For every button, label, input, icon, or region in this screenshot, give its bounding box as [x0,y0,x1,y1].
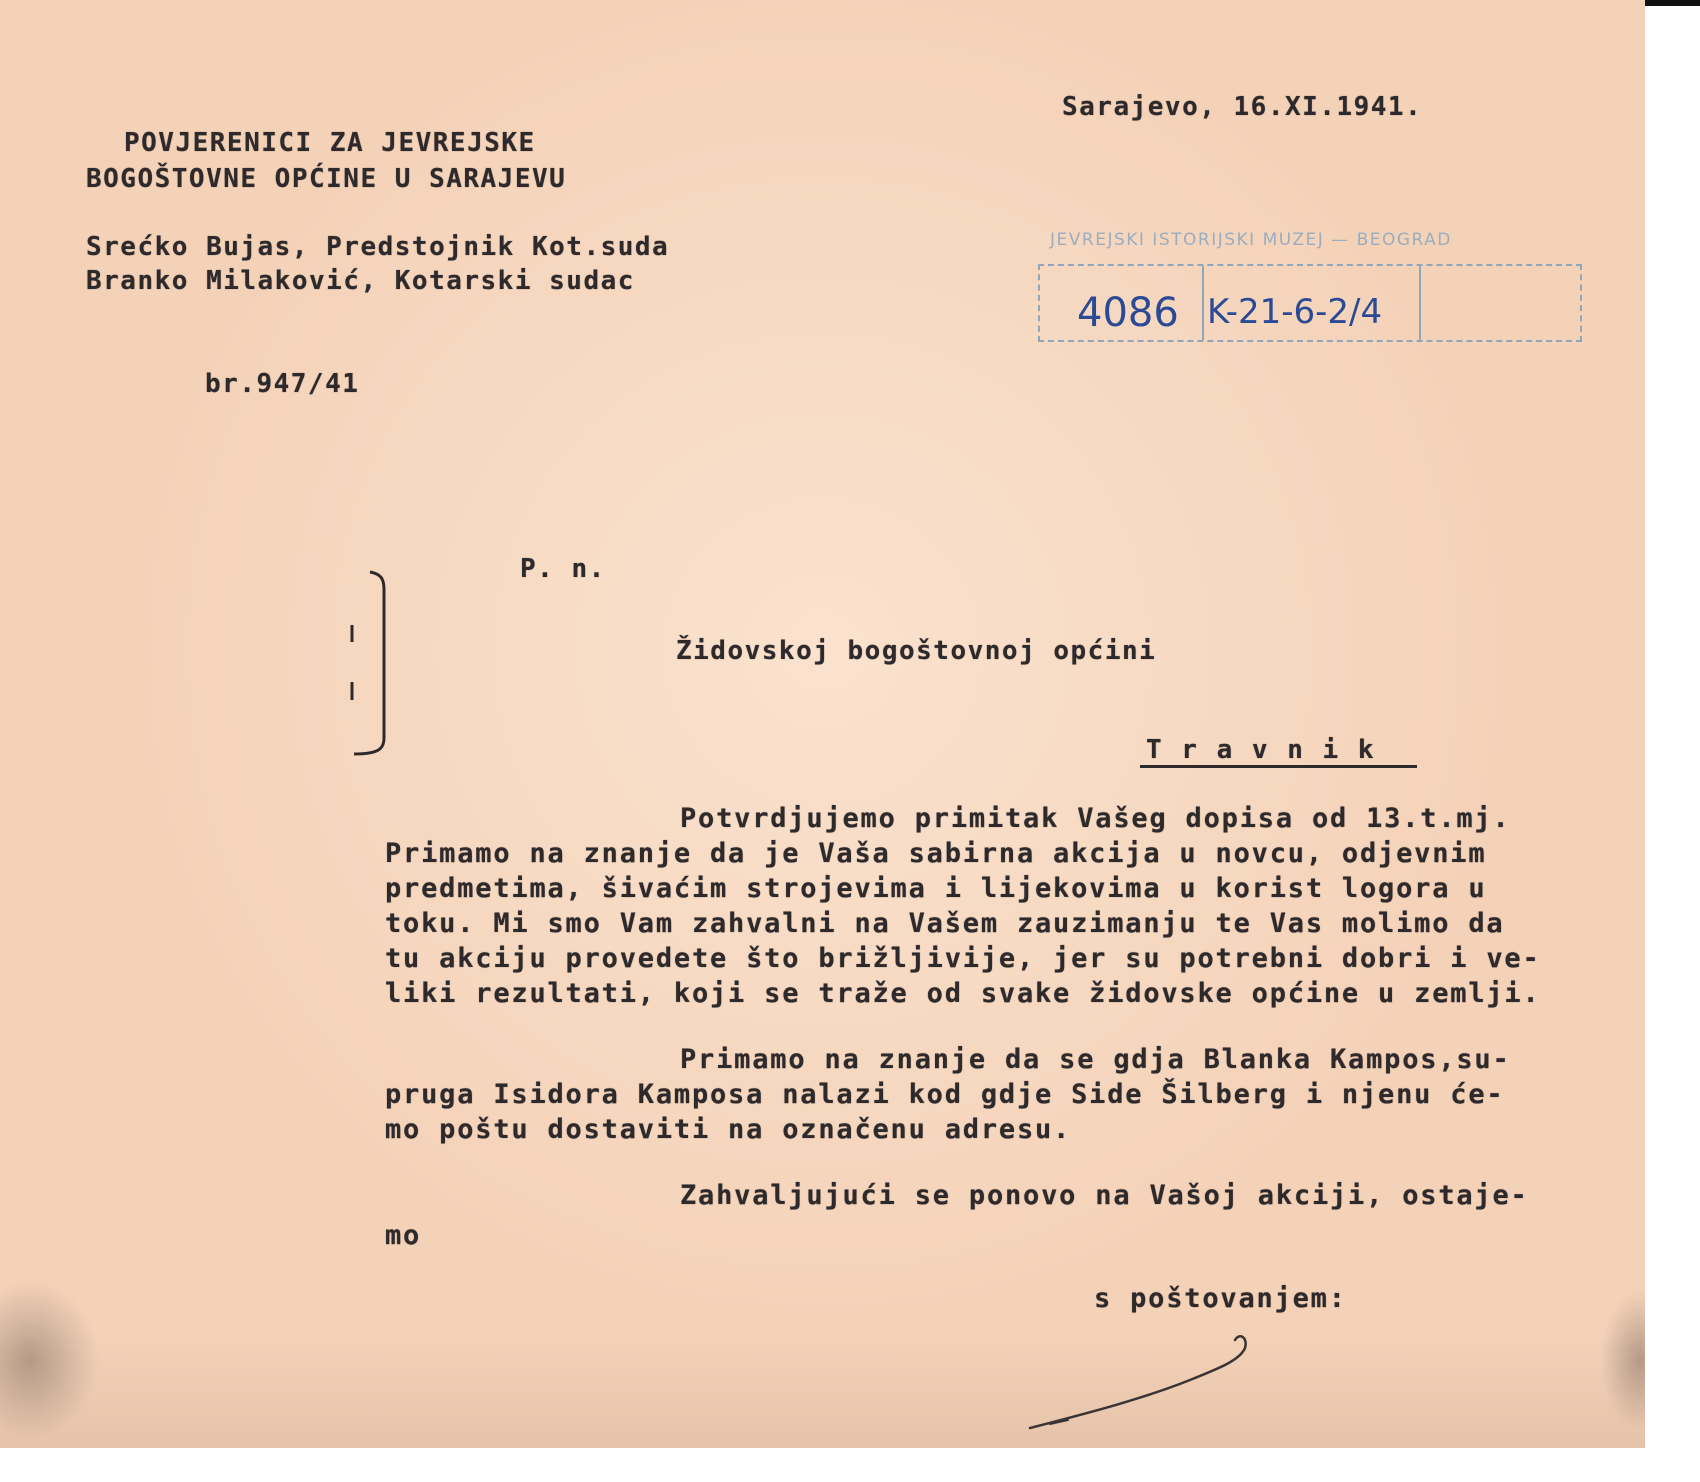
city-underline [1140,765,1417,768]
address-bracket [350,570,390,760]
letterhead-line-2: BOGOŠTOVNE OPĆINE U SARAJEVU [86,164,567,194]
paragraph2-line-1: Primamo na znanje da se gdja Blanka Kampos,su- [680,1044,1511,1075]
reference-number: br.947/41 [205,369,360,399]
paragraph1-line-6: liki rezultati, koji se traže od svake židovske općine u zemlji. [385,978,1541,1009]
stamp-signature-code: K-21-6-2/4 [1207,292,1383,332]
paragraph1-line-5: tu akciju provedete što brižljivije, jer su potrebni dobri i ve- [385,943,1541,974]
stamp-title: JEVREJSKI ISTORIJSKI MUZEJ — BEOGRAD [1050,230,1452,250]
date-line: Sarajevo, 16.XI.1941. [1062,92,1423,122]
scan-margin [1645,0,1700,1482]
paragraph1-line-1: Potvrdjujemo primitak Vašeg dopisa od 13.t.mj. [680,803,1511,834]
stain-left [0,1280,100,1440]
paragraph3-line-2: mo [385,1220,422,1251]
paragraph1-line-4: toku. Mi smo Vam zahvalni na Vašem zauzimanju te Vas molimo da [385,908,1505,939]
recipient: Židovskoj bogoštovnoj općini [676,636,1157,666]
stamp-reg-number: 4086 [1077,290,1179,336]
paragraph1-line-2: Primamo na znanje da je Vaša sabirna akcija u novcu, odjevnim [385,838,1487,869]
salutation: P. n. [520,554,606,584]
signatory-line-2: Branko Milaković, Kotarski sudac [86,266,635,296]
paragraph2-line-3: mo poštu dostaviti na označenu adresu. [385,1114,1072,1145]
recipient-city: T r a v n i k [1146,735,1376,765]
scan-margin-bar [1645,0,1700,6]
paragraph3-line-1: Zahvaljujući se ponovo na Vašoj akciji, ostaje- [680,1180,1529,1211]
signatory-line-1: Srećko Bujas, Predstojnik Kot.suda [86,232,670,262]
closing: s poštovanjem: [1094,1283,1347,1314]
handwritten-signature [1020,1320,1280,1440]
letterhead-line-1: POVJERENICI ZA JEVREJSKE [124,128,536,158]
paragraph2-line-2: pruga Isidora Kamposa nalazi kod gdje Side Šilberg i njenu će- [385,1079,1505,1110]
paragraph1-line-3: predmetima, šivaćim strojevima i lijekovima u korist logora u [385,873,1487,904]
